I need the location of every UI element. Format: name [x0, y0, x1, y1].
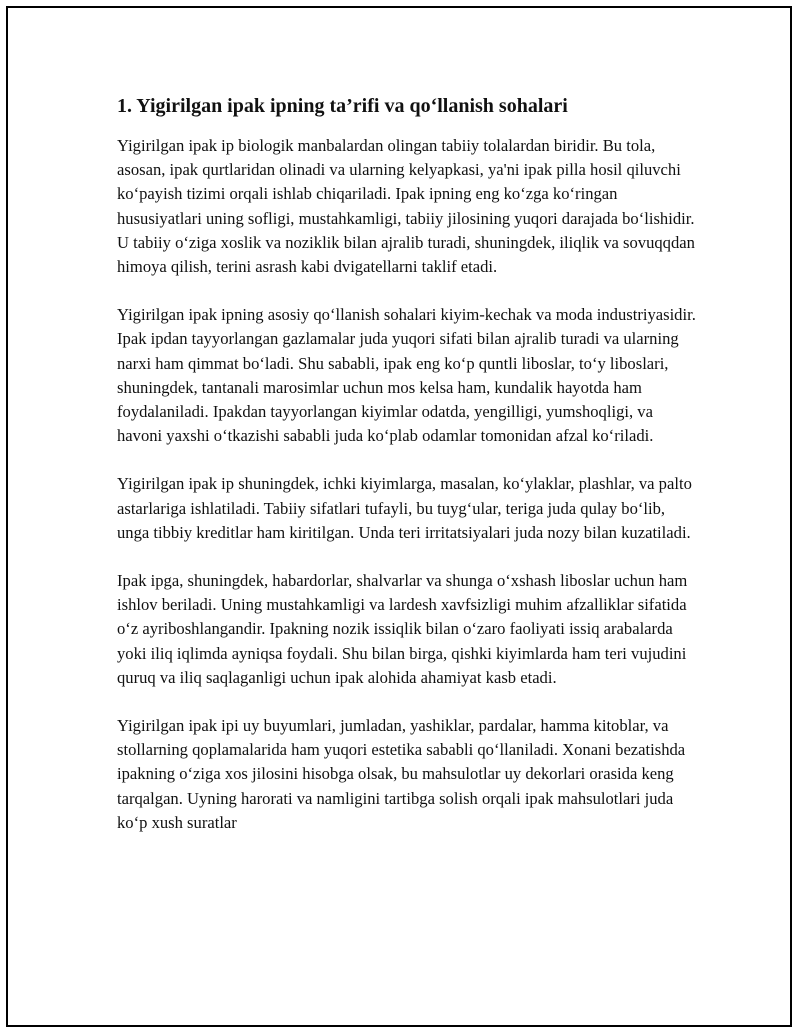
section-heading: 1. Yigirilgan ipak ipning ta’rifi va qo‘llanish sohalari [117, 95, 568, 117]
paragraph-1: Yigirilgan ipak ip biologik manbalardan olingan tabiiy tolalardan biridir. Bu tola, asosan, ipak qurtlaridan olinadi va ularning kelyapkasi, ya'ni ipak pilla hosil qiluvchi ko‘payish tizimi orqali ishlab chiqariladi. Ipak ipning eng ko‘zga ko‘ringan hususiyatlari uning sofligi, mustahkamligi, tabiiy jilosining yuqori darajada bo‘lishidir. U tabiiy o‘ziga xoslik va noziklik bilan ajralib turadi, shuningdek, iliqlik va sovuqqdan himoya qilish, terini asrash kabi dvigatellarni taklif etadi. [117, 136, 695, 277]
document-body [117, 92, 697, 859]
paragraph-5: Yigirilgan ipak ipi uy buyumlari, jumladan, yashiklar, pardalar, hamma kitoblar, va stollarning qoplamalarida ham yuqori estetika sababli qo‘llaniladi. Xonani bezatishda ipakning o‘ziga xos jilosini hisobga olsak, bu mahsulotlar uy dekorlari orasida keng tarqalgan. Uyning harorati va namligini tartibga solish orqali ipak mahsulotlari juda ko‘p xush suratlar [117, 716, 686, 832]
paragraph-3: Yigirilgan ipak ip shuningdek, ichki kiyimlarga, masalan, ko‘ylaklar, plashlar, va palto astarlariga ishlatiladi. Tabiiy sifatlari tufayli, bu tuyg‘ular, teriga juda qulay bo‘lib, unga tibbiy kreditlar ham kiritilgan. Unda teri irritatsiyalari juda nozy bilan kuzatiladi. [117, 474, 692, 542]
paragraph-4: Ipak ipga, shuningdek, habardorlar, shalvarlar va shunga o‘xshash liboslar uchun ham ishlov beriladi. Uning mustahkamligi va lardesh xavfsizligi muhim afzalliklar sifatida o‘z ayriboshlangandir. Ipakning nozik issiqlik bilan o‘zaro faoliyati issiq arabalarda yoki iliq iqlimda ayniqsa foydali. Shu bilan birga, qishki kiyimlarda ham teri vujudini quruq va iliq saqlaganligi uchun ipak alohida ahamiyat kasb etadi. [117, 571, 688, 687]
paragraph-2: Yigirilgan ipak ipning asosiy qo‘llanish sohalari kiyim-kechak va moda industriyasidir. Ipak ipdan tayyorlangan gazlamalar juda yuqori sifati bilan ajralib turadi va ularning narxi ham qimmat bo‘ladi. Shu sababli, ipak eng ko‘p quntli liboslar, to‘y liboslari, shuningdek, tantanali marosimlar uchun mos kelsa ham, kundalik hayotda ham foydalaniladi. Ipakdan tayyorlangan kiyimlar odatda, yengilligi, yumshoqligi, va havoni yaxshi o‘tkazishi sababli juda ko‘plab odamlar tomonidan afzal ko‘riladi. [117, 305, 696, 446]
